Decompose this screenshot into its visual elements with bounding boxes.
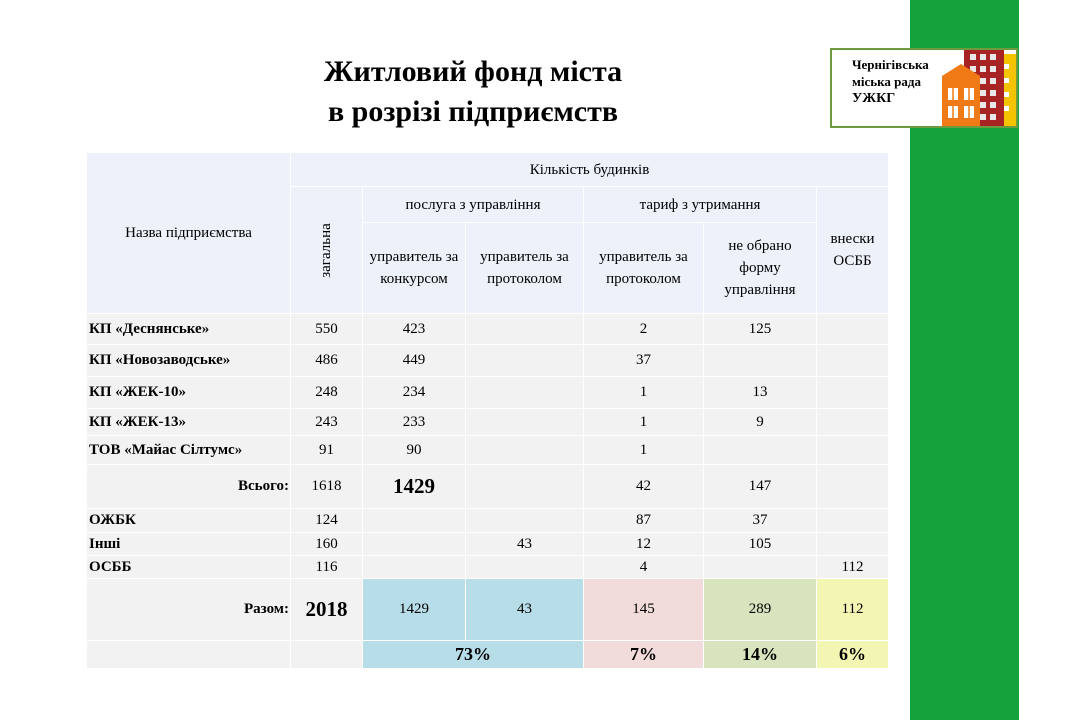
cell-svc-contest: 90 <box>363 436 466 465</box>
cell-svc-contest: 423 <box>363 314 466 345</box>
subtotal-label: Всього: <box>87 465 291 509</box>
pct-osbb: 6% <box>817 641 889 669</box>
header-total: загальна <box>317 222 334 278</box>
row-name: ОЖБК <box>87 509 291 533</box>
table-row <box>87 556 889 579</box>
cell-svc-protocol: 43 <box>466 579 584 641</box>
cell-osbb: 112 <box>817 579 889 641</box>
pct-blank-total <box>291 641 363 669</box>
table-row <box>87 436 889 465</box>
header-not-chosen: не обрано форму управління <box>704 223 817 314</box>
cell-osbb <box>817 465 889 509</box>
table-row <box>87 533 889 556</box>
buildings-icon <box>942 50 1018 128</box>
cell-not-chosen: 289 <box>704 579 817 641</box>
cell-svc-protocol <box>466 409 584 436</box>
cell-svc-contest: 234 <box>363 377 466 409</box>
title-line-1: Житловий фонд міста <box>323 55 623 88</box>
cell-not-chosen: 9 <box>704 409 817 436</box>
cell-tar-protocol: 145 <box>584 579 704 641</box>
cell-not-chosen: 125 <box>704 314 817 345</box>
cell-not-chosen <box>704 436 817 465</box>
grand-total-label: Разом: <box>87 579 291 641</box>
row-name: ОСББ <box>87 556 291 579</box>
row-name: ТОВ «Майас Сілтумс» <box>87 436 291 465</box>
cell-tar-protocol: 42 <box>584 465 704 509</box>
row-name: КП «Новозаводське» <box>87 345 291 377</box>
cell-tar-protocol: 1 <box>584 409 704 436</box>
row-name: КП «Деснянське» <box>87 314 291 345</box>
cell-total: 160 <box>291 533 363 556</box>
logo-line-2: міська рада <box>852 74 921 89</box>
cell-svc-protocol <box>466 345 584 377</box>
pct-tar-protocol: 7% <box>584 641 704 669</box>
cell-total: 124 <box>291 509 363 533</box>
cell-svc-contest: 1429 <box>363 579 466 641</box>
grand-total-row <box>87 579 889 641</box>
cell-tar-protocol: 87 <box>584 509 704 533</box>
cell-total: 248 <box>291 377 363 409</box>
housing-stock-table <box>86 152 889 669</box>
cell-total: 116 <box>291 556 363 579</box>
cell-osbb <box>817 409 889 436</box>
cell-total: 91 <box>291 436 363 465</box>
header-svc-contest: управитель за конкурсом <box>363 223 466 314</box>
header-osbb-contrib: внески ОСББ <box>817 187 889 314</box>
header-tariff: тариф з утримання <box>584 187 817 223</box>
cell-osbb <box>817 345 889 377</box>
cell-tar-protocol: 4 <box>584 556 704 579</box>
cell-total: 243 <box>291 409 363 436</box>
cell-total: 486 <box>291 345 363 377</box>
table-row <box>87 409 889 436</box>
cell-total: 550 <box>291 314 363 345</box>
cell-osbb <box>817 436 889 465</box>
header-service: послуга з управління <box>363 187 584 223</box>
cell-total: 1618 <box>291 465 363 509</box>
logo-text <box>852 56 929 107</box>
table-row <box>87 509 889 533</box>
cell-osbb <box>817 314 889 345</box>
subtotal-row <box>87 465 889 509</box>
cell-osbb <box>817 377 889 409</box>
cell-svc-protocol: 43 <box>466 533 584 556</box>
cell-not-chosen: 147 <box>704 465 817 509</box>
cell-total: 2018 <box>291 579 363 641</box>
cell-not-chosen: 13 <box>704 377 817 409</box>
header-name: Назва підприємства <box>87 153 291 314</box>
cell-osbb <box>817 509 889 533</box>
cell-not-chosen <box>704 556 817 579</box>
cell-tar-protocol: 2 <box>584 314 704 345</box>
cell-svc-contest: 449 <box>363 345 466 377</box>
cell-svc-contest <box>363 556 466 579</box>
logo-line-1: Чернігівська <box>852 57 929 72</box>
cell-svc-protocol <box>466 465 584 509</box>
header-total-cell <box>291 187 363 314</box>
cell-tar-protocol: 1 <box>584 436 704 465</box>
cell-svc-protocol <box>466 436 584 465</box>
cell-svc-protocol <box>466 314 584 345</box>
header-svc-protocol: управитель за протоколом <box>466 223 584 314</box>
row-name: Інші <box>87 533 291 556</box>
table-row <box>87 314 889 345</box>
cell-svc-protocol <box>466 556 584 579</box>
row-name: КП «ЖЕК-13» <box>87 409 291 436</box>
cell-not-chosen: 105 <box>704 533 817 556</box>
cell-svc-protocol <box>466 377 584 409</box>
table-row <box>87 377 889 409</box>
pct-blank-name <box>87 641 291 669</box>
cell-svc-contest <box>363 509 466 533</box>
cell-svc-contest <box>363 533 466 556</box>
logo-line-3: УЖКГ <box>852 91 896 106</box>
cell-tar-protocol: 37 <box>584 345 704 377</box>
row-name: КП «ЖЕК-10» <box>87 377 291 409</box>
title-line-2: в розрізі підприємств <box>327 95 619 128</box>
cell-osbb: 112 <box>817 556 889 579</box>
logo-box <box>830 48 1018 128</box>
cell-osbb <box>817 533 889 556</box>
percentages-row <box>87 641 889 669</box>
header-tar-protocol: управитель за протоколом <box>584 223 704 314</box>
cell-not-chosen: 37 <box>704 509 817 533</box>
cell-svc-contest: 1429 <box>363 465 466 509</box>
page-title <box>268 52 678 132</box>
pct-not-chosen: 14% <box>704 641 817 669</box>
header-building-count: Кількість будинків <box>291 153 889 187</box>
cell-tar-protocol: 12 <box>584 533 704 556</box>
cell-svc-protocol <box>466 509 584 533</box>
pct-service: 73% <box>363 641 584 669</box>
table-row <box>87 345 889 377</box>
cell-not-chosen <box>704 345 817 377</box>
cell-tar-protocol: 1 <box>584 377 704 409</box>
cell-svc-contest: 233 <box>363 409 466 436</box>
